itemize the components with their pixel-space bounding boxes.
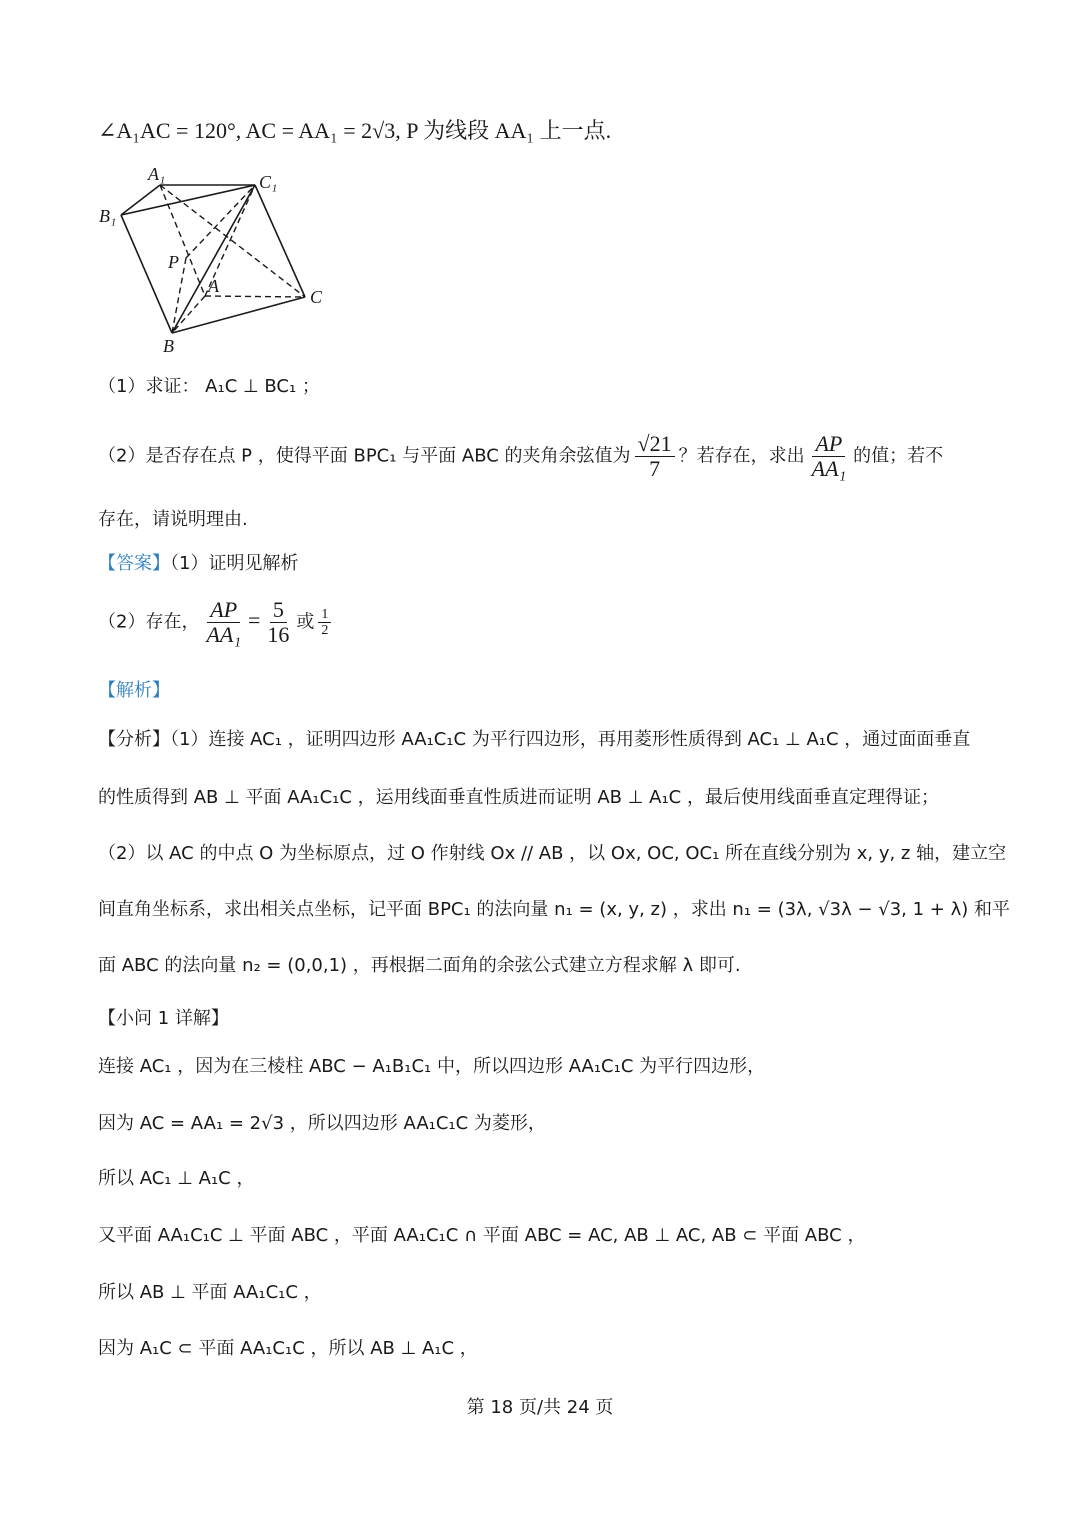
label-C1: C₁ [259, 172, 278, 192]
analysis-tag: 【解析】 [98, 680, 170, 701]
answer-line-1: 【答案】（1）证明见解析 [98, 553, 299, 574]
prism-figure [94, 160, 354, 360]
detail-line-5: 所以 AB ⊥ 平面 AA₁C₁C ， [98, 1282, 322, 1303]
edge-A-C [205, 296, 305, 297]
label-B: B [163, 336, 174, 356]
analysis-line-4: 间直角坐标系，求出相关点坐标，记平面 BPC₁ 的法向量 n₁ = (x, y, z) ，求出 n₁ = (3λ, √3λ − √3, 1 + λ) 和平 [98, 899, 1010, 920]
label-A: A [208, 276, 219, 296]
edge-B-C1 [172, 185, 255, 333]
detail-line-4: 又平面 AA₁C₁C ⊥ 平面 ABC ，平面 AA₁C₁C ∩ 平面 ABC = AC, AB ⊥ AC, AB ⊂ 平面 ABC ， [98, 1225, 866, 1246]
label-A1: A₁ [148, 164, 166, 184]
cosine-fraction: $\frac{√21}{7}$ [635, 432, 675, 481]
analysis-line-1: 【分析】（1）连接 AC₁ ，证明四边形 AA₁C₁C 为平行四边形，再用菱形性质得到 AC₁ ⊥ A₁C ，通过面面垂直 [98, 729, 971, 750]
detail-line-1: 连接 AC₁ ，因为在三棱柱 ABC − A₁B₁C₁ 中，所以四边形 AA₁C₁C 为平行四边形， [98, 1056, 766, 1077]
analysis-line-2: 的性质得到 AB ⊥ 平面 AA₁C₁C ，运用线面垂直性质进而证明 AB ⊥ A₁C ，最后使用线面垂直定理得证； [98, 787, 939, 808]
analysis-line-3: （2）以 AC 的中点 O 为坐标原点，过 O 作射线 Ox // AB ，以 Ox, OC, OC₁ 所在直线分别为 x, y, z 轴，建立空 [98, 843, 1007, 864]
edge-A-B [172, 296, 205, 333]
question-2-text: （2）是否存在点 P ，使得平面 BPC₁ 与平面 ABC 的夹角余弦值为 [98, 445, 631, 467]
analysis-line-5: 面 ABC 的法向量 n₂ = (0,0,1) ，再根据二面角的余弦公式建立方程求解 λ 即可. [98, 955, 741, 976]
label-B1: B₁ [99, 206, 117, 226]
detail-line-2: 因为 AC = AA₁ = 2√3 ，所以四边形 AA₁C₁C 为菱形， [98, 1113, 546, 1134]
label-C: C [310, 287, 323, 307]
question-2: （2）是否存在点 P ，使得平面 BPC₁ 与平面 ABC 的夹角余弦值为 $\frac{√21}{7}$ ？若存在，求出 $\frac{AP}{\text{AA₁}}$ 的值；若不 [98, 431, 944, 482]
detail-tag: 【小问 1 详解】 [98, 1008, 229, 1029]
page-number-footer: 第 18 页/共 24 页 [466, 1397, 614, 1418]
question-1: （1）求证： A₁C ⊥ BC₁ ； [98, 376, 320, 397]
problem-condition: ∠A₁AC = 120°, AC = AA₁ = 2√3, P 为线段 AA₁ 上一点. [98, 118, 612, 143]
label-P: P [168, 252, 179, 272]
detail-line-6: 因为 A₁C ⊂ 平面 AA₁C₁C ，所以 AB ⊥ A₁C ， [98, 1338, 478, 1359]
answer-line-2: （2）存在， $\frac{AP}{\text{AA₁}}$ = $\frac{5}{16}$ 或 $\frac{1}{2}$ [98, 598, 335, 647]
ratio-fraction: $\frac{AP}{\text{AA₁}}$ [811, 431, 847, 482]
question-2-continued: 存在，请说明理由. [98, 509, 248, 530]
answer-tag: 【答案】 [98, 553, 170, 574]
edge-B1-B [121, 215, 172, 333]
detail-line-3: 所以 AC₁ ⊥ A₁C ， [98, 1168, 255, 1189]
edge-C1-C [255, 185, 305, 297]
edge-B-C [172, 297, 305, 333]
